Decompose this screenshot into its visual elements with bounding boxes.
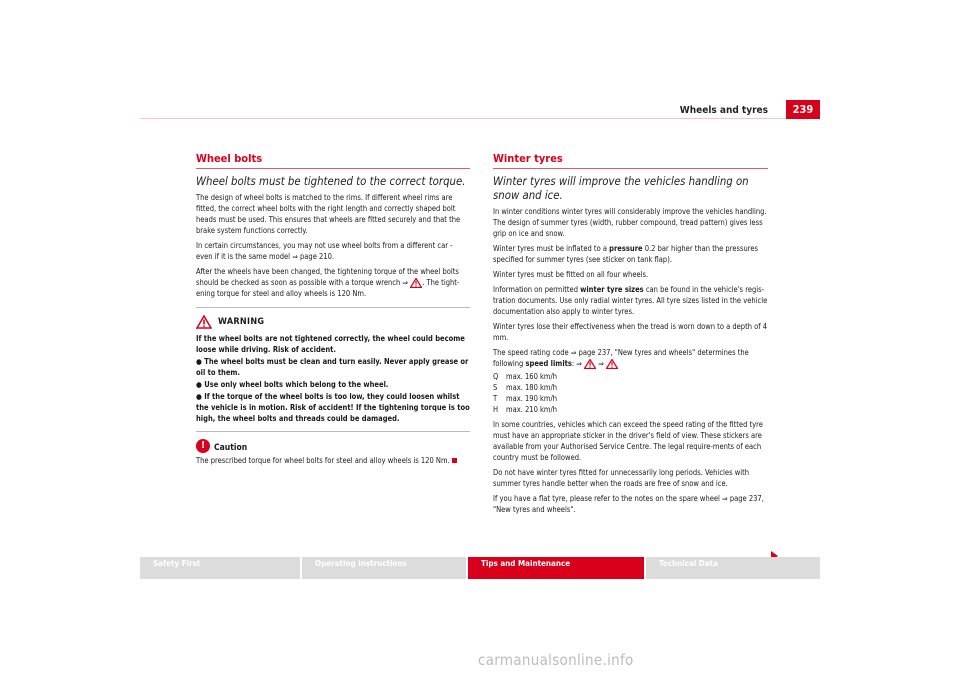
speed-value: max. 190 km/h: [506, 394, 558, 403]
paragraph: Do not have winter tyres fitted for unnecessarily long periods. Vehicles with summer tyres handle better when the roads are free of snow and ice.: [493, 468, 750, 488]
warning-bullet: ● Use only wheel bolts which belong to the wheel.: [196, 380, 389, 389]
caution-header: [196, 439, 470, 453]
paragraph-text: After the wheels have been changed, the tightening torque of the wheel bolts should be checked as soon as possible with a torque wrench ⇒: [196, 267, 459, 287]
warning-intro: If the wheel bolts are not tightened correctly, the wheel could become loose while driving. Risk of accident.: [196, 334, 465, 354]
warning-triangle-icon: [606, 359, 618, 369]
paragraph-text: . The tight-ening torque for steel and alloy wheels is 120 Nm.: [196, 278, 460, 298]
emphasis-pressure: pressure: [609, 244, 643, 253]
paragraph: [493, 347, 768, 369]
paragraph-text: Winter tyres must be inflated to a: [493, 244, 610, 253]
warning-triangle-icon: [410, 278, 422, 288]
tab-operating-instructions[interactable]: Operating instructions: [302, 557, 466, 579]
warning-bullet-text: The wheel bolts must be clean and turn easily. Never apply grease or oil to them.: [196, 357, 469, 377]
warning-bullet: ● The wheel bolts must be clean and turn easily. Never apply grease or oil to them.: [196, 357, 469, 377]
paragraph: In winter conditions winter tyres will considerably improve the vehicles handling. The design of summer tyres (width, rubber compound, tread pattern) gives less grip on ice and snow.: [493, 207, 767, 238]
emphasis-speed-limits: speed limits: [525, 359, 572, 368]
left-column: [196, 152, 470, 470]
caution-title: Caution: [214, 443, 248, 453]
warning-triangle-icon: [196, 315, 212, 329]
paragraph-text: Information on permitted: [493, 285, 581, 294]
speed-value: max. 210 km/h: [506, 405, 558, 414]
page-number: 239: [786, 100, 820, 119]
section-subtitle: Winter tyres will improve the vehicles handling on snow and ice.: [493, 175, 749, 202]
speed-value: max. 160 km/h: [506, 372, 558, 381]
paragraph: The design of wheel bolts is matched to the rims. If different wheel rims are fitted, the correct wheel bolts with the right length and correctly shaped bolt heads must be used. This ensures that wheels are fitted securely and that the brake system functions correctly.: [196, 193, 461, 235]
paragraph-text: The speed rating code ⇒ page 237, "New tyres and wheels" determines the following: [493, 348, 749, 368]
speed-code: Q: [493, 372, 499, 381]
tab-tips-and-maintenance[interactable]: Tips and Maintenance: [468, 557, 644, 579]
paragraph: If you have a flat tyre, please refer to the notes on the spare wheel ⇒ page 237, "New tyres and wheels".: [493, 494, 764, 514]
speed-code: S: [493, 383, 498, 392]
warning-bullet: ● If the torque of the wheel bolts is too low, they could loosen whilst the vehicle is in motion. Risk of accident! If the tightening torque is too high, the wheel bolts and threads could be damaged.: [196, 392, 470, 423]
watermark: carmanualsonline.info: [478, 651, 634, 669]
speed-code: T: [493, 394, 498, 403]
tab-safety-first[interactable]: Safety First: [140, 557, 300, 579]
chapter-title: Wheels and tyres: [679, 105, 768, 116]
warning-bullet-text: If the torque of the wheel bolts is too low, they could loosen whilst the vehicle is in motion. Risk of accident! If the tightening torque is too high, the wheel bolts and threads could be damaged.: [196, 392, 470, 423]
section-title-winter-tyres: Winter tyres: [493, 152, 768, 169]
paragraph: Winter tyres lose their effectiveness when the tread is worn down to a depth of 4 mm.: [493, 322, 768, 342]
speed-row: [493, 393, 768, 404]
section-title-wheel-bolts: Wheel bolts: [196, 152, 470, 169]
paragraph: In some countries, vehicles which can exceed the speed rating of the fitted tyre must have an appropriate sticker in the driver's field of view. These stickers are available from your Authorised Service Centre. The legal require-ments of each country must be followed.: [493, 420, 763, 462]
paragraph-text: : ⇒: [571, 359, 582, 368]
section-end-marker: [452, 458, 457, 463]
warning-title: WARNING: [218, 317, 265, 327]
speed-list: [493, 371, 768, 415]
paragraph: [493, 284, 768, 317]
warning-header: [196, 315, 470, 329]
paragraph: [196, 266, 470, 299]
section-subtitle: Wheel bolts must be tightened to the correct torque.: [196, 175, 466, 188]
paragraph: In certain circumstances, you may not use wheel bolts from a different car - even if it is the same model ⇒ page 210.: [196, 241, 453, 261]
tab-technical-data[interactable]: Technical Data: [646, 557, 820, 579]
emphasis-winter-tyre-sizes: winter tyre sizes: [580, 285, 644, 294]
warning-triangle-icon: [584, 359, 596, 369]
header-rule: [140, 118, 820, 119]
paragraph: Winter tyres must be fitted on all four wheels.: [493, 270, 649, 279]
speed-code: H: [493, 405, 499, 414]
speed-row: [493, 404, 768, 415]
caution-text-body: The prescribed torque for wheel bolts for steel and alloy wheels is 120 Nm.: [196, 456, 450, 465]
speed-row: [493, 382, 768, 393]
right-column: [493, 152, 768, 519]
warning-box: [196, 307, 470, 432]
caution-icon: !: [196, 439, 210, 453]
speed-row: [493, 371, 768, 382]
speed-value: max. 180 km/h: [506, 383, 558, 392]
paragraph: [493, 243, 768, 265]
paragraph-text: 0.2 bar higher than the pressures specified for summer tyres (see sticker on tank flap).: [493, 244, 759, 264]
paragraph-text: can be found in the vehicle's regis-tration documents. Use only radial winter tyres. All tyre sizes listed in the vehicle documentation also apply to winter tyres.: [493, 285, 768, 316]
warning-bullet-text: Use only wheel bolts which belong to the wheel.: [204, 380, 389, 389]
paragraph-text: ⇒: [596, 359, 604, 368]
caution-text: [196, 455, 470, 466]
